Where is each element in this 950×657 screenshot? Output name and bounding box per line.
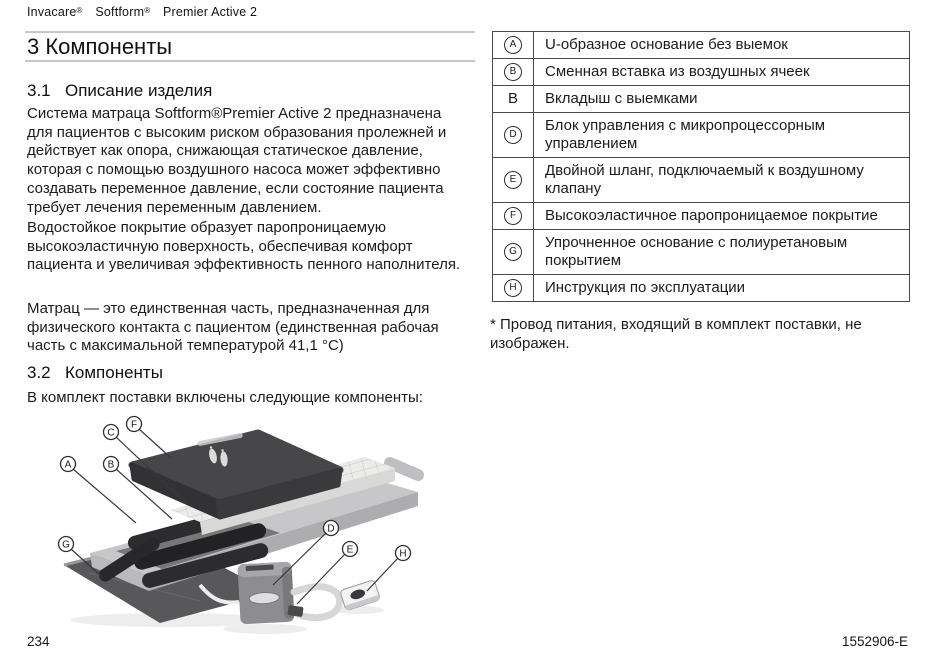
svg-text:A: A xyxy=(64,459,72,471)
legend-key-h: H xyxy=(504,279,522,297)
section-number: 3.2 xyxy=(27,363,51,382)
table-row xyxy=(493,32,910,59)
brand-name: Invacare xyxy=(27,5,77,19)
legend-key-d: D xyxy=(504,126,522,144)
table-row xyxy=(493,86,910,113)
legend-text: Упрочненное основание с полиуретановым покрытием xyxy=(534,230,910,275)
components-legend-table xyxy=(492,31,910,302)
legend-text: Сменная вставка из воздушных ячеек xyxy=(534,59,910,86)
document-header xyxy=(27,5,257,19)
legend-text: U-образное основание без выемок xyxy=(534,32,910,59)
mattress-exploded-diagram xyxy=(50,405,450,640)
control-unit xyxy=(237,562,294,625)
legend-text: Высокоэластичное паропроницаемое покрытие xyxy=(534,203,910,230)
table-row xyxy=(493,203,910,230)
body-paragraph: Водостойкое покрытие образует паропроницаемую высокоэластичную поверхность, обеспечивая комфорт пациента и увеличивая эффективность пенного наполнителя. xyxy=(27,219,461,274)
section-heading-3-2 xyxy=(27,363,163,383)
section-heading-3-1 xyxy=(27,81,212,101)
label-d xyxy=(324,521,339,536)
table-row xyxy=(493,230,910,275)
legend-key-g: G xyxy=(504,243,522,261)
legend-text: Инструкция по эксплуатации xyxy=(534,275,910,302)
table-row xyxy=(493,275,910,302)
svg-text:F: F xyxy=(130,419,138,431)
label-g xyxy=(59,537,74,552)
chapter-title: 3 Компоненты xyxy=(27,34,173,59)
section-title: Компоненты xyxy=(65,363,163,382)
label-f xyxy=(127,417,142,432)
divider-rule xyxy=(25,31,475,33)
page-number: 234 xyxy=(27,634,50,649)
product-name: Softform xyxy=(95,5,145,19)
svg-text:E: E xyxy=(346,544,354,556)
label-a xyxy=(61,457,76,472)
legend-key-b: B xyxy=(504,63,522,81)
svg-text:C: C xyxy=(107,427,115,439)
table-row xyxy=(493,158,910,203)
svg-text:G: G xyxy=(62,539,70,551)
manual-item xyxy=(340,580,381,611)
label-b xyxy=(104,457,119,472)
table-row xyxy=(493,113,910,158)
power-cord-footnote: * Провод питания, входящий в комплект поставки, не изображен. xyxy=(490,316,862,352)
label-h xyxy=(396,546,411,561)
svg-text:B: B xyxy=(107,459,115,471)
legend-key-v: В xyxy=(507,90,518,108)
svg-text:H: H xyxy=(399,548,407,560)
legend-text: Блок управления с микропроцессорным управлением xyxy=(534,113,910,158)
registered-mark: ® xyxy=(76,6,83,15)
legend-key-f: F xyxy=(504,207,522,225)
section-title: Описание изделия xyxy=(65,81,213,100)
label-c xyxy=(104,425,119,440)
body-paragraph: Система матраца Softform®Premier Active 2 предназначена для пациентов с высоким риском образования пролежней и действует как опора, снижающая статическое давление, которая с помощью воздушного насоса может эффективно создавать переменное давление, если состояние пациента требует лечения переменным давлением. xyxy=(27,105,447,216)
body-paragraph: Матрац — это единственная часть, предназначенная для физического контакта с пациентом (единственная рабочая часть с максимальной температурой 41,1 °C) xyxy=(27,300,439,355)
components-intro: В комплект поставки включены следующие компоненты: xyxy=(27,389,423,406)
svg-text:D: D xyxy=(327,523,335,535)
legend-key-a: A xyxy=(504,36,522,54)
registered-mark: ® xyxy=(144,6,151,15)
table-row xyxy=(493,59,910,86)
legend-key-e: E xyxy=(504,171,522,189)
legend-text: Вкладыш с выемками xyxy=(534,86,910,113)
divider-rule xyxy=(25,60,475,62)
product-line: Premier Active 2 xyxy=(162,5,258,19)
section-number: 3.1 xyxy=(27,81,51,100)
legend-text: Двойной шланг, подключаемый к воздушному клапану xyxy=(534,158,910,203)
document-number: 1552906-E xyxy=(841,634,908,649)
label-e xyxy=(343,542,358,557)
